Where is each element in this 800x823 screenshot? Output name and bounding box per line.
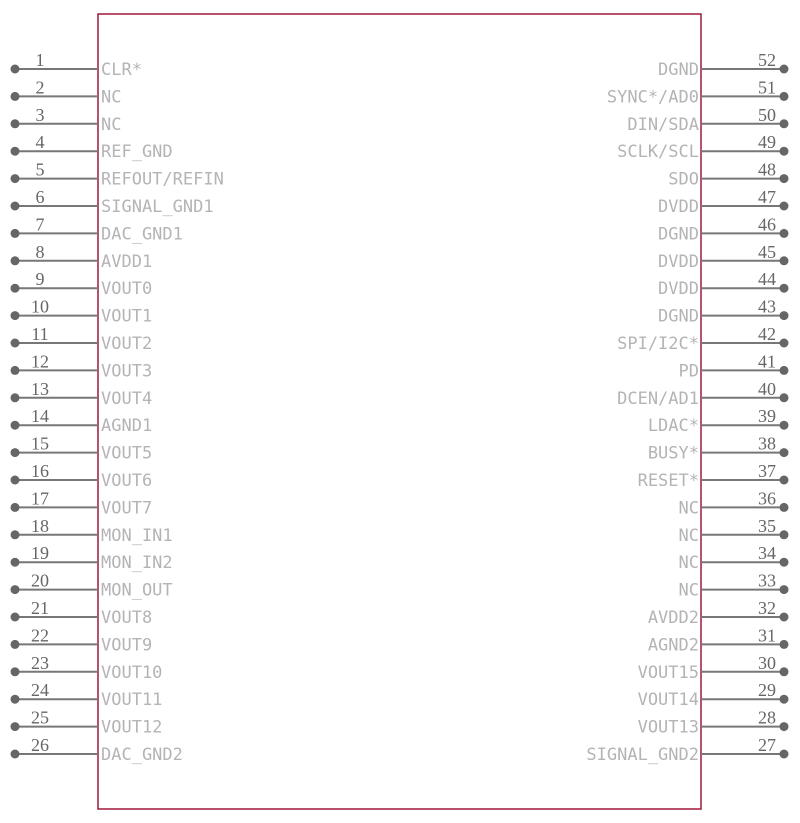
pin-number: 44 xyxy=(758,269,776,290)
pin-7 xyxy=(11,214,183,244)
pin-name: AGND2 xyxy=(647,635,699,656)
pin-end-dot xyxy=(11,202,20,211)
pin-34 xyxy=(679,543,789,573)
pin-48 xyxy=(668,160,788,190)
pin-name: VOUT14 xyxy=(637,690,699,711)
pin-number: 34 xyxy=(758,543,776,564)
pin-29 xyxy=(638,680,789,710)
pin-6 xyxy=(11,187,214,217)
pin-46 xyxy=(658,214,788,244)
pin-name: NC xyxy=(101,87,122,108)
pin-name: SCLK/SCL xyxy=(617,142,699,163)
pin-number: 23 xyxy=(31,652,49,673)
pin-number: 46 xyxy=(758,214,776,235)
pin-number: 43 xyxy=(758,296,776,317)
pin-name: VOUT0 xyxy=(101,279,153,300)
pin-number: 38 xyxy=(758,433,776,454)
pin-38 xyxy=(648,434,789,464)
pin-end-dot xyxy=(780,421,789,430)
pin-13 xyxy=(11,379,153,409)
pin-49 xyxy=(617,132,788,162)
pin-end-dot xyxy=(780,667,789,676)
pin-22 xyxy=(11,625,153,655)
pin-end-dot xyxy=(11,147,20,156)
pin-11 xyxy=(11,324,153,354)
pin-name: VOUT7 xyxy=(101,498,153,519)
pin-name: VOUT13 xyxy=(637,717,699,738)
pin-number: 50 xyxy=(758,104,776,125)
pin-32 xyxy=(648,598,789,628)
pin-5 xyxy=(11,160,224,190)
pin-name: DCEN/AD1 xyxy=(617,388,699,409)
pin-43 xyxy=(658,297,788,327)
pin-end-dot xyxy=(780,722,789,731)
pin-name: SYNC*/AD0 xyxy=(606,87,699,108)
pin-name: REF_GND xyxy=(101,142,173,163)
pin-name: DVDD xyxy=(658,251,699,272)
pin-end-dot xyxy=(780,311,789,320)
pin-31 xyxy=(648,625,789,655)
pin-number: 26 xyxy=(31,735,49,755)
pin-12 xyxy=(11,351,153,381)
pin-end-dot xyxy=(11,229,20,238)
pin-21 xyxy=(11,598,153,628)
pin-name: MON_IN1 xyxy=(101,525,173,546)
pin-name: REFOUT/REFIN xyxy=(101,169,224,190)
pin-37 xyxy=(638,461,789,491)
pin-name: DGND xyxy=(658,60,699,80)
pin-name: VOUT6 xyxy=(101,471,153,491)
pin-end-dot xyxy=(780,585,789,594)
pin-name: NC xyxy=(678,553,699,574)
pin-number: 32 xyxy=(758,598,776,618)
pin-number: 18 xyxy=(31,515,49,536)
pin-24 xyxy=(11,680,163,710)
pin-42 xyxy=(617,324,788,354)
pin-15 xyxy=(11,434,153,464)
pin-number: 36 xyxy=(758,488,776,509)
pin-16 xyxy=(11,461,153,491)
pin-end-dot xyxy=(11,339,20,348)
pin-number: 39 xyxy=(758,406,776,427)
pin-end-dot xyxy=(780,448,789,457)
pin-number: 25 xyxy=(31,707,49,728)
pin-45 xyxy=(658,242,788,272)
pin-end-dot xyxy=(11,393,20,402)
pin-end-dot xyxy=(11,174,20,183)
pin-number: 3 xyxy=(35,104,45,125)
pin-end-dot xyxy=(780,174,789,183)
pin-name: MON_IN2 xyxy=(101,553,173,574)
pin-end-dot xyxy=(11,65,20,74)
pin-name: SPI/I2C* xyxy=(617,334,699,354)
pin-end-dot xyxy=(11,503,20,512)
pin-number: 35 xyxy=(758,515,776,536)
pin-end-dot xyxy=(11,92,20,101)
pin-10 xyxy=(11,297,153,327)
pin-number: 7 xyxy=(35,214,45,235)
pin-end-dot xyxy=(780,366,789,375)
pin-end-dot xyxy=(11,585,20,594)
pin-20 xyxy=(11,571,173,601)
pin-8 xyxy=(11,242,153,272)
pin-end-dot xyxy=(780,119,789,128)
pin-name: DVDD xyxy=(658,279,699,300)
pin-name: VOUT3 xyxy=(101,361,153,382)
pin-name: VOUT11 xyxy=(101,690,163,711)
pin-number: 48 xyxy=(758,159,776,180)
pin-41 xyxy=(679,351,789,381)
component-body-outline xyxy=(98,14,701,809)
pin-28 xyxy=(638,708,789,738)
pin-end-dot xyxy=(780,476,789,485)
pin-name: DVDD xyxy=(658,197,699,217)
pin-19 xyxy=(11,543,173,573)
pin-name: VOUT12 xyxy=(101,717,163,738)
pin-number: 15 xyxy=(31,433,49,454)
pin-number: 27 xyxy=(758,735,776,755)
pin-number: 17 xyxy=(31,488,49,509)
pin-name: SDO xyxy=(668,169,699,190)
pin-end-dot xyxy=(780,750,789,759)
pin-end-dot xyxy=(780,92,789,101)
pin-number: 47 xyxy=(758,187,776,207)
pin-14 xyxy=(11,406,153,436)
pin-number: 2 xyxy=(35,77,45,98)
pin-name: SIGNAL_GND1 xyxy=(101,197,214,217)
pin-name: CLR* xyxy=(101,60,142,80)
pin-end-dot xyxy=(780,202,789,211)
pin-name: PD xyxy=(678,361,699,382)
pin-end-dot xyxy=(11,284,20,293)
pin-18 xyxy=(11,516,173,546)
pin-35 xyxy=(679,516,789,546)
pin-name: SIGNAL_GND2 xyxy=(586,745,699,765)
pin-number: 29 xyxy=(758,680,776,701)
pin-name: NC xyxy=(678,580,699,601)
pin-30 xyxy=(638,653,789,683)
pin-name: AVDD1 xyxy=(101,251,153,272)
pin-name: DGND xyxy=(658,224,699,245)
pin-end-dot xyxy=(780,695,789,704)
pin-end-dot xyxy=(780,229,789,238)
pin-36 xyxy=(679,488,789,518)
pin-name: RESET* xyxy=(637,471,699,491)
pin-52 xyxy=(658,50,788,80)
pin-number: 20 xyxy=(31,570,49,591)
pin-end-dot xyxy=(780,558,789,567)
pin-end-dot xyxy=(11,667,20,676)
pin-number: 8 xyxy=(35,241,45,262)
pin-26 xyxy=(11,735,183,765)
pin-51 xyxy=(607,77,789,107)
pin-name: VOUT5 xyxy=(101,443,153,464)
pin-name: VOUT10 xyxy=(101,662,163,683)
pin-number: 40 xyxy=(758,378,776,399)
pin-number: 14 xyxy=(31,406,49,427)
pin-name: DIN/SDA xyxy=(627,114,699,135)
pin-end-dot xyxy=(780,339,789,348)
pin-number: 51 xyxy=(758,77,776,98)
pin-end-dot xyxy=(11,448,20,457)
pin-end-dot xyxy=(780,530,789,539)
pin-number: 16 xyxy=(31,461,49,481)
pin-name: VOUT2 xyxy=(101,334,153,354)
pin-4 xyxy=(11,132,173,162)
pin-end-dot xyxy=(780,284,789,293)
pin-number: 37 xyxy=(758,461,776,481)
pin-number: 12 xyxy=(31,351,49,372)
pin-end-dot xyxy=(780,65,789,74)
pin-number: 4 xyxy=(35,132,45,153)
pin-47 xyxy=(658,187,788,217)
pin-name: MON_OUT xyxy=(101,580,173,601)
pin-number: 49 xyxy=(758,132,776,153)
pin-number: 28 xyxy=(758,707,776,728)
pin-end-dot xyxy=(11,366,20,375)
pin-number: 5 xyxy=(35,159,45,180)
pin-end-dot xyxy=(11,613,20,622)
pin-number: 21 xyxy=(31,598,49,618)
pin-27 xyxy=(586,735,788,765)
pin-name: VOUT8 xyxy=(101,608,153,628)
right-pin-group xyxy=(586,50,788,765)
pin-end-dot xyxy=(11,256,20,265)
pin-3 xyxy=(11,105,122,135)
left-pin-group xyxy=(11,50,224,765)
pin-name: NC xyxy=(678,525,699,546)
pin-number: 45 xyxy=(758,241,776,262)
pin-33 xyxy=(679,571,789,601)
pin-number: 19 xyxy=(31,543,49,564)
pin-end-dot xyxy=(11,119,20,128)
pin-name: LDAC* xyxy=(647,416,699,437)
pin-40 xyxy=(617,379,788,409)
pin-name: BUSY* xyxy=(647,443,699,464)
pin-name: AVDD2 xyxy=(647,608,699,628)
pin-50 xyxy=(627,105,788,135)
pin-name: VOUT1 xyxy=(101,306,153,327)
pin-number: 52 xyxy=(758,50,776,70)
pin-name: NC xyxy=(101,114,122,135)
pin-name: DAC_GND2 xyxy=(101,745,183,765)
pin-number: 24 xyxy=(31,680,49,701)
pin-44 xyxy=(658,269,788,299)
pin-end-dot xyxy=(11,722,20,731)
pin-end-dot xyxy=(780,613,789,622)
pin-name: DGND xyxy=(658,306,699,327)
pin-1 xyxy=(11,50,142,80)
pin-name: VOUT15 xyxy=(637,662,699,683)
pin-number: 41 xyxy=(758,351,776,372)
pin-name: AGND1 xyxy=(101,416,153,437)
pin-end-dot xyxy=(11,311,20,320)
pin-end-dot xyxy=(780,256,789,265)
pin-23 xyxy=(11,653,163,683)
pin-end-dot xyxy=(11,421,20,430)
pin-end-dot xyxy=(11,750,20,759)
pin-number: 31 xyxy=(758,625,776,646)
pin-end-dot xyxy=(780,393,789,402)
pin-name: VOUT9 xyxy=(101,635,153,656)
pin-number: 1 xyxy=(35,50,45,70)
pin-name: DAC_GND1 xyxy=(101,224,183,245)
pin-name: VOUT4 xyxy=(101,388,153,409)
pin-number: 9 xyxy=(35,269,45,290)
pin-25 xyxy=(11,708,163,738)
pin-end-dot xyxy=(11,530,20,539)
pin-17 xyxy=(11,488,153,518)
pin-number: 33 xyxy=(758,570,776,591)
pin-end-dot xyxy=(11,476,20,485)
pin-number: 30 xyxy=(758,652,776,673)
pin-end-dot xyxy=(780,147,789,156)
pin-end-dot xyxy=(780,640,789,649)
pin-number: 11 xyxy=(31,324,49,344)
pin-name: NC xyxy=(678,498,699,519)
pin-end-dot xyxy=(11,695,20,704)
pin-number: 6 xyxy=(35,187,45,207)
pin-end-dot xyxy=(780,503,789,512)
pin-end-dot xyxy=(11,640,20,649)
pin-9 xyxy=(11,269,153,299)
pin-39 xyxy=(648,406,789,436)
pin-end-dot xyxy=(11,558,20,567)
pin-number: 10 xyxy=(31,296,49,317)
pin-number: 42 xyxy=(758,324,776,344)
pin-number: 13 xyxy=(31,378,49,399)
pin-2 xyxy=(11,77,122,107)
pin-number: 22 xyxy=(31,625,49,646)
